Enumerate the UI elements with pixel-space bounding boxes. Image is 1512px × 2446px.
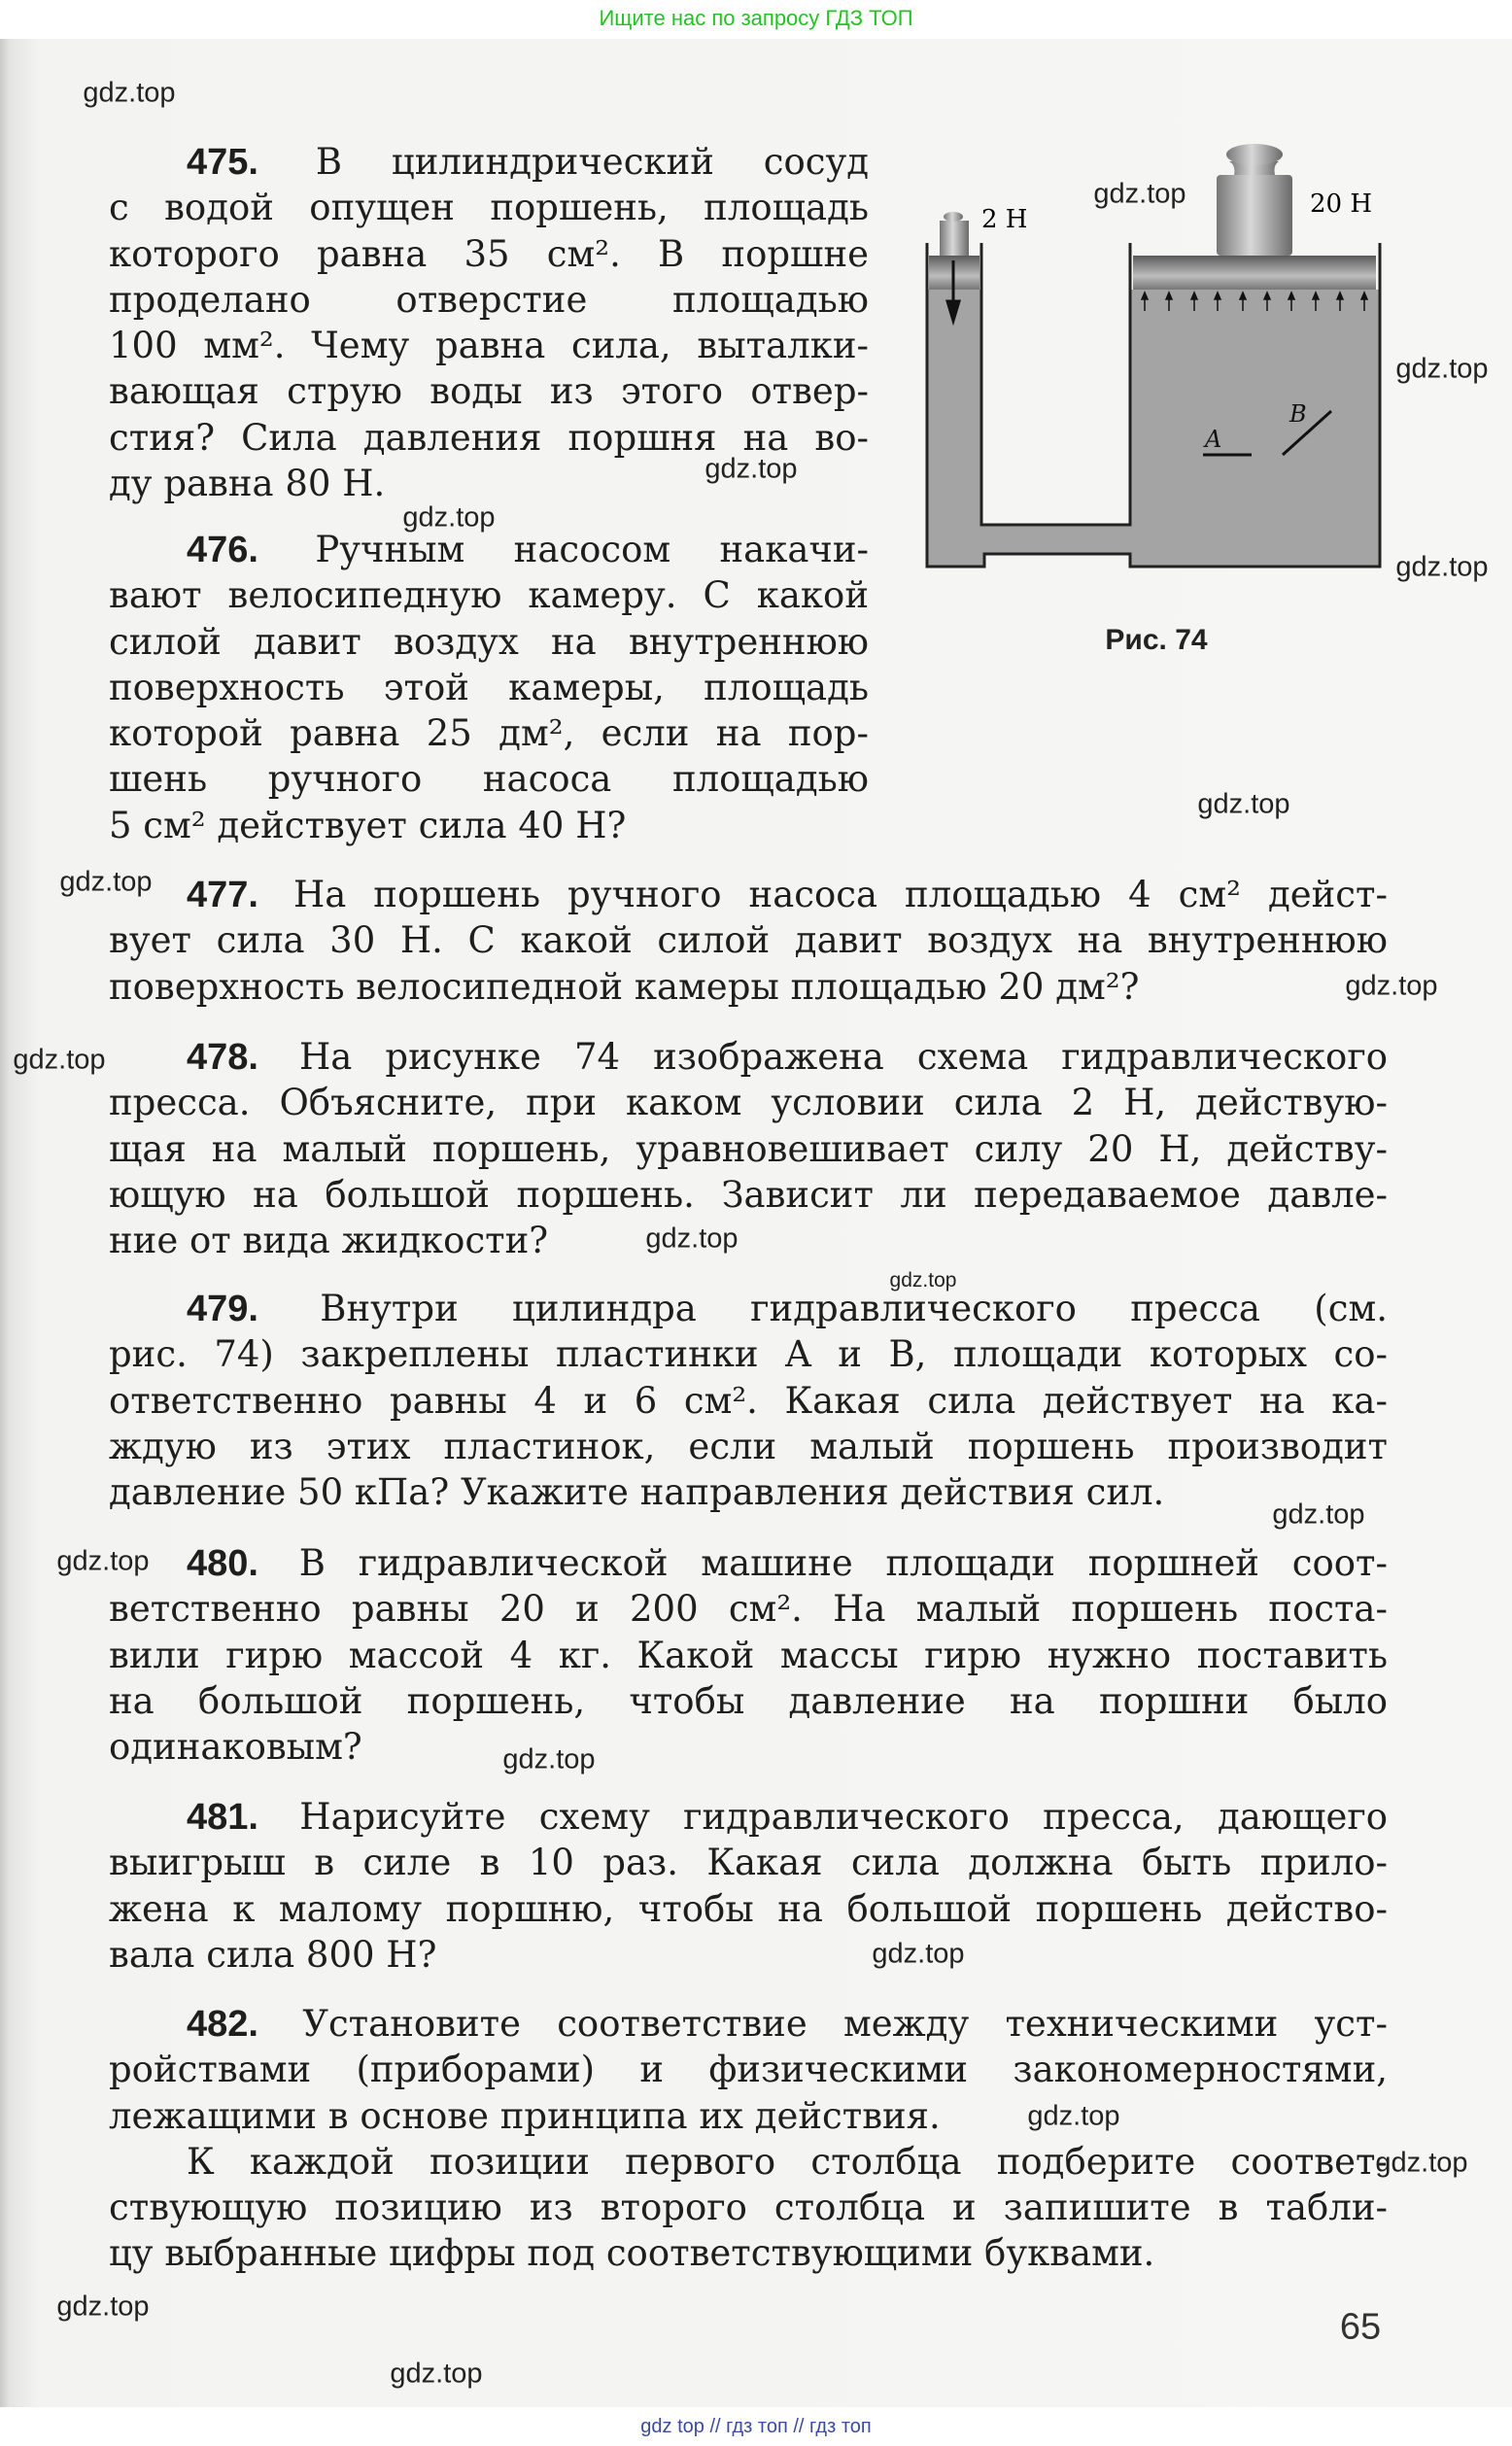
text-line [109, 872, 1388, 917]
watermark: gdz.top [56, 1545, 150, 1577]
text-line [109, 139, 869, 185]
line-text: цу выбранные цифры под соответствующими буквами. [109, 2232, 1155, 2275]
line-text: лежащими в основе принципа их действия. [109, 2094, 941, 2137]
watermark: gdz.top [1197, 788, 1290, 820]
problem-number: 476. [187, 530, 258, 570]
text-line [109, 1886, 1388, 1932]
line-text: 100 мм². Чему равна сила, выталки- [109, 325, 869, 367]
text-line [109, 1172, 1388, 1218]
watermark: gdz.top [645, 1223, 739, 1255]
line-text: вует сила 30 Н. С какой силой давит воздух на внутреннюю [109, 919, 1388, 962]
figure-caption: Рис. 74 [1105, 624, 1208, 656]
problem-480 [109, 1540, 1388, 1770]
watermark: gdz.top [1395, 353, 1489, 385]
problem-481 [109, 1794, 1388, 1978]
line-text: вили гирю массой 4 кг. Какой массы гирю нужно поставить [109, 1634, 1388, 1676]
line-text: пресса. Объясните, при каком условии сила 2 Н, действую- [109, 1082, 1388, 1124]
text-line [109, 2185, 1388, 2230]
line-text: шень ручного насоса площадью [109, 758, 869, 801]
watermark: gdz.top [1093, 178, 1186, 210]
problem-482 [109, 2001, 1388, 2277]
text-line [109, 231, 869, 277]
text-line [109, 1424, 1388, 1469]
large-weight-icon [1217, 144, 1292, 256]
watermark: gdz.top [889, 1269, 957, 1292]
watermark: gdz.top [1395, 551, 1489, 583]
line-text: Ручным насосом накачи- [315, 529, 869, 570]
watermark: gdz.top [502, 1743, 596, 1775]
line-text: Внутри цилиндра гидравлического пресса (см. [320, 1288, 1388, 1329]
line-text: Нарисуйте схему гидравлического пресса, дающего [299, 1796, 1388, 1838]
line-text: стия? Сила давления поршня на во- [109, 416, 869, 459]
line-text: ответственно равны 4 и 6 см². Какая сила действует на ка- [109, 1379, 1388, 1422]
problem-number: 480. [187, 1543, 258, 1584]
line-text: ройствами (приборами) и физическими закономерностями, [109, 2049, 1388, 2091]
plate-a-label: A [1205, 426, 1222, 453]
line-text: на большой поршень, чтобы давление на поршни было [109, 1679, 1388, 1722]
text-line [109, 964, 1388, 1010]
line-text: рис. 74) закреплены пластинки A и B, площади которых со- [109, 1333, 1388, 1376]
small-force-label: 2 Н [981, 205, 1028, 234]
watermark: gdz.top [1345, 970, 1438, 1002]
text-line [109, 1034, 1388, 1080]
text-line [109, 2001, 1388, 2047]
line-text: В гидравлической машине площади поршней соот- [298, 1542, 1388, 1584]
text-line [109, 803, 869, 848]
line-text: ющую на большой поршень. Зависит ли передаваемое давле- [109, 1173, 1388, 1216]
line-text: вающая струю воды из этого отвер- [109, 370, 869, 413]
problem-479 [109, 1286, 1388, 1515]
watermark: gdz.top [59, 866, 153, 898]
text-line [109, 2139, 1388, 2185]
text-line [109, 756, 869, 802]
problem-477 [109, 872, 1388, 1010]
problem-number: 482. [187, 2004, 258, 2045]
line-text: ствующую позицию из второго столбца и запишите в табли- [109, 2187, 1388, 2229]
problem-number: 481. [187, 1797, 258, 1838]
watermark: gdz.top [872, 1938, 965, 1970]
line-text: силой давит воздух на внутреннюю [109, 620, 869, 663]
line-text: В цилиндрический сосуд [315, 141, 869, 183]
line-text: ветственно равны 20 и 200 см². На малый поршень поста- [109, 1588, 1388, 1631]
footer-links[interactable]: gdz top // гдз топ // гдз топ [0, 2407, 1512, 2446]
line-text: проделано отверстие площадью [109, 278, 869, 321]
line-text: вала сила 800 Н? [109, 1933, 437, 1976]
watermark: gdz.top [13, 1044, 106, 1076]
text-line [109, 2093, 1388, 2139]
watermark: gdz.top [1027, 2100, 1120, 2132]
line-text: ду равна 80 Н. [109, 463, 386, 505]
text-line [109, 1586, 1388, 1632]
text-line [109, 917, 1388, 963]
line-text: которого равна 35 см². В поршне [109, 232, 869, 275]
text-line [109, 1080, 1388, 1125]
line-text: давление 50 кПа? Укажите направления действия сил. [109, 1471, 1165, 1514]
text-line [109, 2230, 1388, 2276]
text-line [109, 277, 869, 323]
line-text: вают велосипедную камеру. С какой [109, 574, 869, 617]
line-text: ние от вида жидкости? [109, 1220, 549, 1262]
text-line [109, 710, 869, 756]
line-text: На рисунке 74 изображена схема гидравлического [299, 1036, 1388, 1078]
watermark: gdz.top [56, 2291, 150, 2323]
large-piston [1133, 256, 1376, 290]
problem-number: 475. [187, 142, 258, 183]
problem-476 [109, 527, 869, 848]
text-line [109, 1469, 1388, 1515]
line-text: одинаковым? [109, 1726, 362, 1769]
text-line [109, 1540, 1388, 1586]
line-text: Установите соответствие между техническими уст- [302, 2003, 1388, 2045]
text-line [109, 665, 869, 710]
text-line [109, 1378, 1388, 1424]
line-text: К каждой позиции первого столбца подберите соответ- [187, 2140, 1388, 2183]
text-line [109, 185, 869, 230]
page-number: 65 [1339, 2306, 1382, 2348]
line-text: которой равна 25 дм², если на пор- [109, 712, 869, 755]
search-banner[interactable]: Ищите нас по запросу ГДЗ ТОП [0, 0, 1512, 39]
text-line [109, 2047, 1388, 2092]
problem-475 [109, 139, 869, 506]
line-text: ждую из этих пластинок, если малый поршень производит [109, 1425, 1388, 1467]
text-line [109, 1724, 1388, 1770]
text-line [109, 1678, 1388, 1724]
watermark: gdz.top [390, 2358, 483, 2390]
text-line [109, 1218, 1388, 1263]
line-text: с водой опущен поршень, площадь [109, 187, 869, 229]
line-text: жена к малому поршню, чтобы на большой поршень действо- [109, 1887, 1388, 1930]
text-line [109, 323, 869, 368]
line-text: выигрыш в силе в 10 раз. Какая сила должна быть прило- [109, 1842, 1388, 1884]
watermark: gdz.top [402, 501, 496, 534]
text-line [109, 572, 869, 618]
line-text: поверхность этой камеры, площадь [109, 666, 869, 708]
small-weight-icon [940, 212, 969, 256]
watermark: gdz.top [1272, 1499, 1365, 1531]
watermark: gdz.top [704, 453, 798, 485]
line-text: щая на малый поршень, уравновешивает силу 20 Н, действу- [109, 1127, 1388, 1170]
watermark: gdz.top [1375, 2147, 1468, 2179]
watermark: gdz.top [83, 77, 176, 109]
large-force-label: 20 Н [1310, 189, 1373, 219]
line-text: На поршень ручного насоса площадью 4 см² дейст- [292, 874, 1388, 915]
text-line [109, 1794, 1388, 1840]
text-line [109, 1633, 1388, 1678]
text-line [109, 368, 869, 414]
problem-number: 478. [187, 1037, 258, 1078]
plate-b-label: B [1289, 400, 1307, 428]
text-line [109, 1932, 1388, 1978]
line-text: поверхность велосипедной камеры площадью 20 дм²? [109, 965, 1140, 1008]
line-text: 5 см² действует сила 40 Н? [109, 804, 627, 846]
figure-74-hydraulic-press [913, 126, 1419, 709]
text-line [109, 619, 869, 665]
text-line [109, 1331, 1388, 1377]
problem-478 [109, 1034, 1388, 1263]
text-line [109, 1126, 1388, 1172]
text-line [109, 1286, 1388, 1331]
problem-number: 479. [187, 1289, 258, 1329]
text-line [109, 1840, 1388, 1885]
problem-number: 477. [187, 875, 258, 915]
